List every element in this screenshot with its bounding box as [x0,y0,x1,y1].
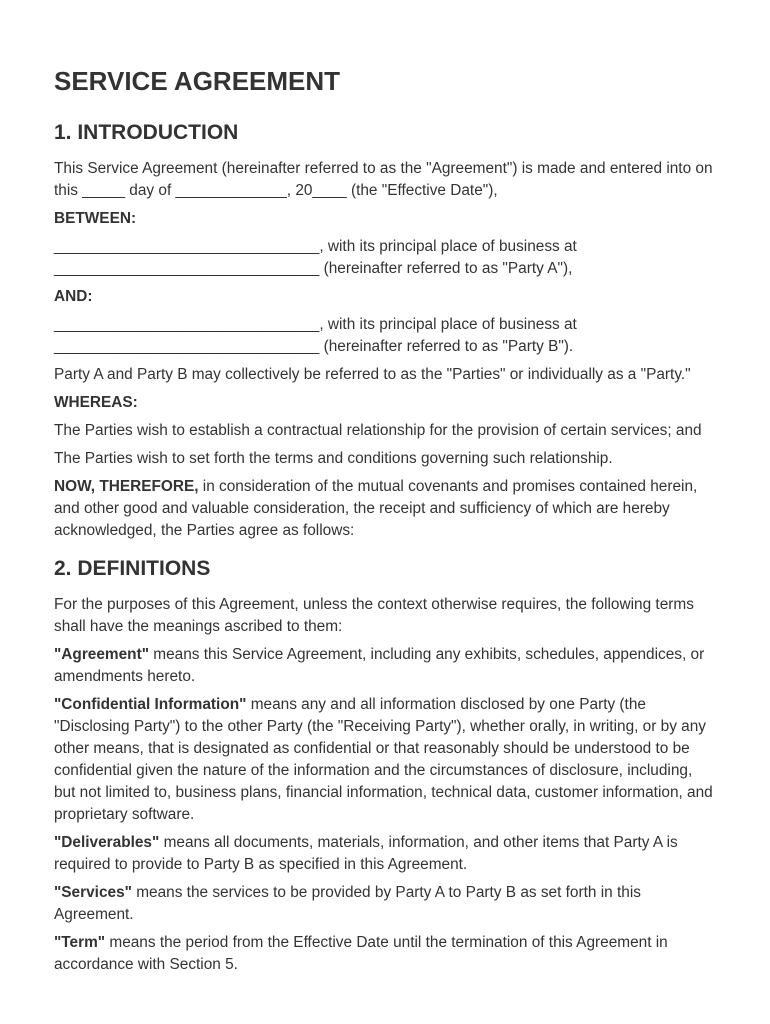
definition-item-services [54,882,716,926]
recital-2-paragraph: The Parties wish to set forth the terms and conditions governing such relationship. [54,450,613,467]
party-a-address-blank-line: _______________________________ (hereinafter referred to as "Party A"), [54,260,573,277]
definition-item-agreement [54,644,716,688]
party-b-name-blank-line: _______________________________, with its principal place of business at [54,316,577,333]
definition-item-term [54,932,716,976]
whereas-label: WHEREAS: [54,394,138,411]
definition-term-term: "Term" [54,934,106,951]
between-label: BETWEEN: [54,210,137,227]
definition-text-services: means the services to be provided by Party A to Party B as set forth in this Agreement. [54,884,641,923]
party-a-block [54,236,716,280]
definition-item-confidential-information [54,694,716,826]
definition-text-term: means the period from the Effective Date until the termination of this Agreement in accordance with Section 5. [54,934,668,973]
definition-term-deliverables: "Deliverables" [54,834,160,851]
now-therefore-lead: NOW, THEREFORE, [54,478,199,495]
parties-collective-paragraph: Party A and Party B may collectively be referred to as the "Parties" or individually as a "Party." [54,366,691,383]
definition-text-deliverables: means all documents, materials, information, and other items that Party A is required to provide to Party B as specified in this Agreement. [54,834,678,873]
definition-term-services: "Services" [54,884,132,901]
definitions-intro-paragraph: For the purposes of this Agreement, unless the context otherwise requires, the following terms shall have the meanings ascribed to them: [54,596,694,635]
section-definitions [54,556,716,976]
definition-text-agreement: means this Service Agreement, including any exhibits, schedules, appendices, or amendments hereto. [54,646,705,685]
recital-1-paragraph: The Parties wish to establish a contractual relationship for the provision of certain services; and [54,422,702,439]
party-b-block [54,314,716,358]
definition-term-agreement: "Agreement" [54,646,149,663]
opening-paragraph: This Service Agreement (hereinafter referred to as the "Agreement") is made and entered into on this _____ day of _____________, 20____ (the "Effective Date"), [54,160,713,199]
and-label: AND: [54,288,93,305]
heading-definitions: 2. DEFINITIONS [54,557,211,580]
definition-item-deliverables [54,832,716,876]
document-title: SERVICE AGREEMENT [54,66,341,96]
definition-term-confidential-information: "Confidential Information" [54,696,247,713]
heading-introduction: 1. INTRODUCTION [54,121,239,144]
now-therefore-text: in consideration of the mutual covenants and promises contained herein, and other good and valuable consideration, the receipt and sufficiency of which are hereby acknowledged, the Parties agree as follows: [54,478,698,539]
party-a-name-blank-line: _______________________________, with its principal place of business at [54,238,577,255]
party-b-address-blank-line: _______________________________ (hereinafter referred to as "Party B"). [54,338,574,355]
now-therefore-paragraph [54,476,716,542]
definition-text-confidential-information: means any and all information disclosed by one Party (the "Disclosing Party") to the other Party (the "Receiving Party"), whether orally, in writing, or by any other means, that is designated as confidential or that reasonably should be understood to be confidential given the nature of the information and the circumstances of disclosure, including, but not limited to, business plans, financial information, technical data, customer information, and proprietary software. [54,696,713,823]
section-introduction [54,120,716,542]
